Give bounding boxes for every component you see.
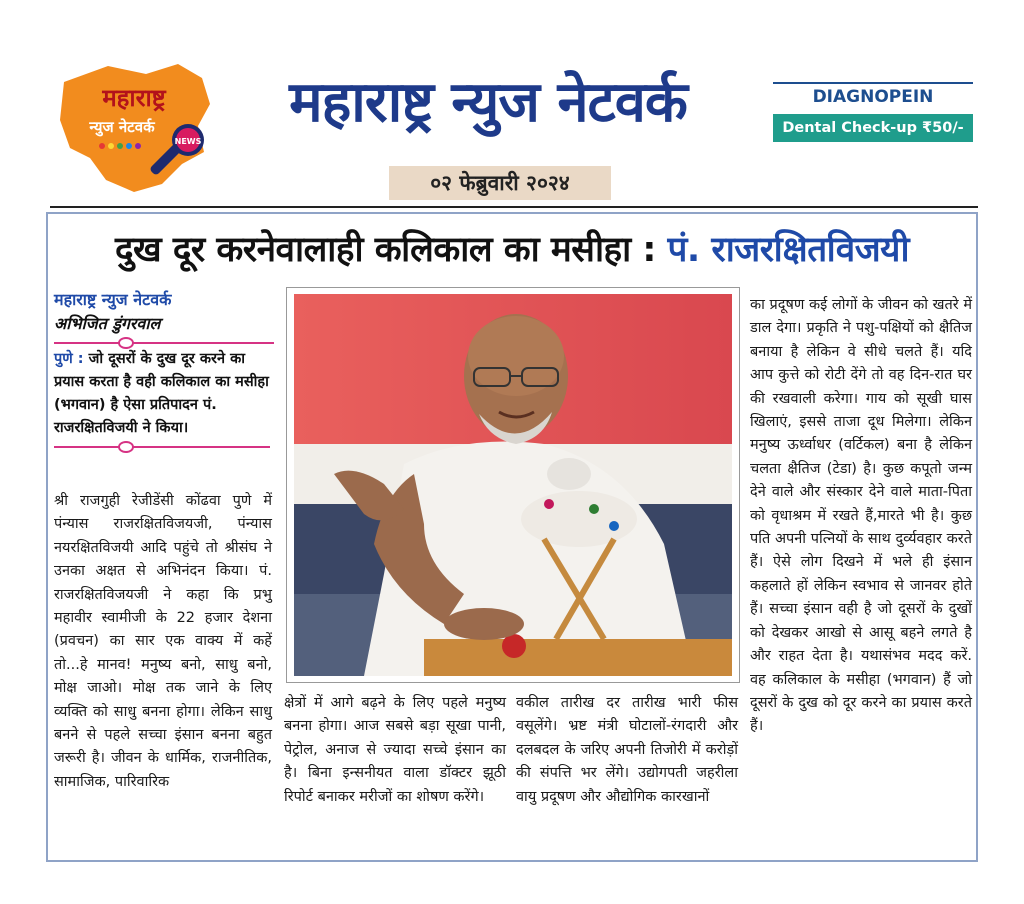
article-photo (294, 294, 732, 676)
column-4-text: का प्रदूषण कई लोगों के जीवन को खतरे में डाल देगा। प्रकृति ने पशु-पक्षियों को क्षैतिज बनाया है लेकिन वे सीधे चलते हैं। यदि आप कुत्ते को रोटी देंगे तो वह दिन-रात घर की रखवाली करेगा। गाय को सूखी घास खिलाएं, इससे ताजा दूध मिलेगा। लेकिन मनुष्य ऊर्ध्वाधर (वर्टिकल) बना है लेकिन चलता क्षैतिज (टेडा) है। कुछ कपूतो जन्म देने वाले और संस्कार देने वाले माता-पिता को वृधाश्रम में रखते हैं,मारते भी है। कुछ पति अपनी पत्नियों के साथ दुर्व्यवहार करते हैं। ऐसे लोग दिखने में भले ही इंसान कहलाते हों लेकिन स्वभाव से जानवर होते हैं। सच्चा इंसान वही है जो दूसरों के दुखों को देखकर आखो से आसू बहने लगते है और राहत देता है। यथासंभव मदद करें. वह कलिकाल के मसीहा (भगवान) हैं जो दूसरों के दुख को दूर करने का प्रयास करते हैं। (750, 297, 972, 735)
headline-name: पं. राजरक्षितविजयी (667, 230, 910, 270)
monk-speaking-illustration (294, 294, 732, 676)
masthead-title: महाराष्ट्र न्युज नेटवर्क (289, 70, 687, 135)
ad-offer: Dental Check-up ₹50/- (773, 114, 973, 142)
article-column-4 (750, 294, 972, 739)
lead-text: जो दूसरों के दुख दूर करने का प्रयास करता है वही कलिकाल का मसीहा (भगवान) है ऐसा प्रतिपादन पं. राजरक्षितविजयी ने किया। (54, 351, 269, 436)
article-headline (56, 224, 968, 276)
column-3-text: वकील तारीख दर तारीख भारी फीस वसूलेंगे। भ्रष्ट मंत्री घोटालों-रंगदारी और दलबदल के जरिए अपनी तिजोरी में करोड़ों की संपत्ति भर लेंगे। उद्योगपती जहरीला वायु प्रदूषण और औद्योगिक कारखानों (516, 695, 738, 805)
byline-org: महाराष्ट्र न्युज नेटवर्क (54, 290, 172, 309)
publication-date: ०२ फेब्रुवारी २०२४ (389, 166, 611, 200)
lead-divider (54, 446, 270, 448)
maharashtra-map-icon (50, 60, 222, 198)
lead-city: पुणे : (54, 351, 84, 367)
article-column-1 (54, 490, 272, 794)
article-lead (54, 348, 270, 454)
byline-divider (54, 342, 274, 344)
column-2-text: क्षेत्रों में आगे बढ़ने के लिए पहले मनुष्य बनना होगा। आज सबसे बड़ा सूखा पानी, पेट्रोल, अनाज से ज्यादा सच्चे इंसान का है। बिना इन्सनीयत वाला डॉक्टर झूठी रिपोर्ट बनाकर मरीजों का शोषण करेंगे। (284, 695, 506, 805)
ad-brand: DIAGNOPEIN (773, 82, 973, 108)
byline (54, 288, 274, 350)
advertisement (773, 80, 973, 142)
logo-title: महाराष्ट्र (102, 84, 166, 112)
header-divider (50, 206, 978, 208)
newspaper-logo (50, 60, 222, 198)
column-1-text: श्री राजगुही रेजीडेंसी कोंढवा पुणे में पंन्यास राजरक्षितविजयजी, पंन्यास नयरक्षितविजयी आदि पहुंचे तो श्रीसंघ ने उनका अक्षत से अभिनंदन किया। पं. राजरक्षितविजयजी ने कहा कि प्रभु महावीर स्वामीजी के 22 हजार देशना (प्रवचन) का सार एक वाक्य में कहें तो...हे मानव! मनुष्य बनो, साधु बनो, मोक्ष जाओ। मोक्ष तक जाने के लिए व्यक्ति को साधु बनना होगा। लेकिन साधु बनने से पहले सच्चा इंसान बनना बहुत जरूरी है। जीवन के धार्मिक, राजनीतिक, सामाजिक, पारिवारिक (54, 493, 272, 790)
article-column-3 (516, 692, 738, 809)
logo-subtitle: न्युज नेटवर्क (89, 118, 155, 136)
article-column-2 (284, 692, 506, 809)
headline-main: दुख दूर करनेवालाही कलिकाल का मसीहा : (114, 230, 656, 270)
byline-author: अभिजित डुंगरवाल (54, 314, 161, 333)
mic-news-text: NEWS (174, 137, 202, 146)
